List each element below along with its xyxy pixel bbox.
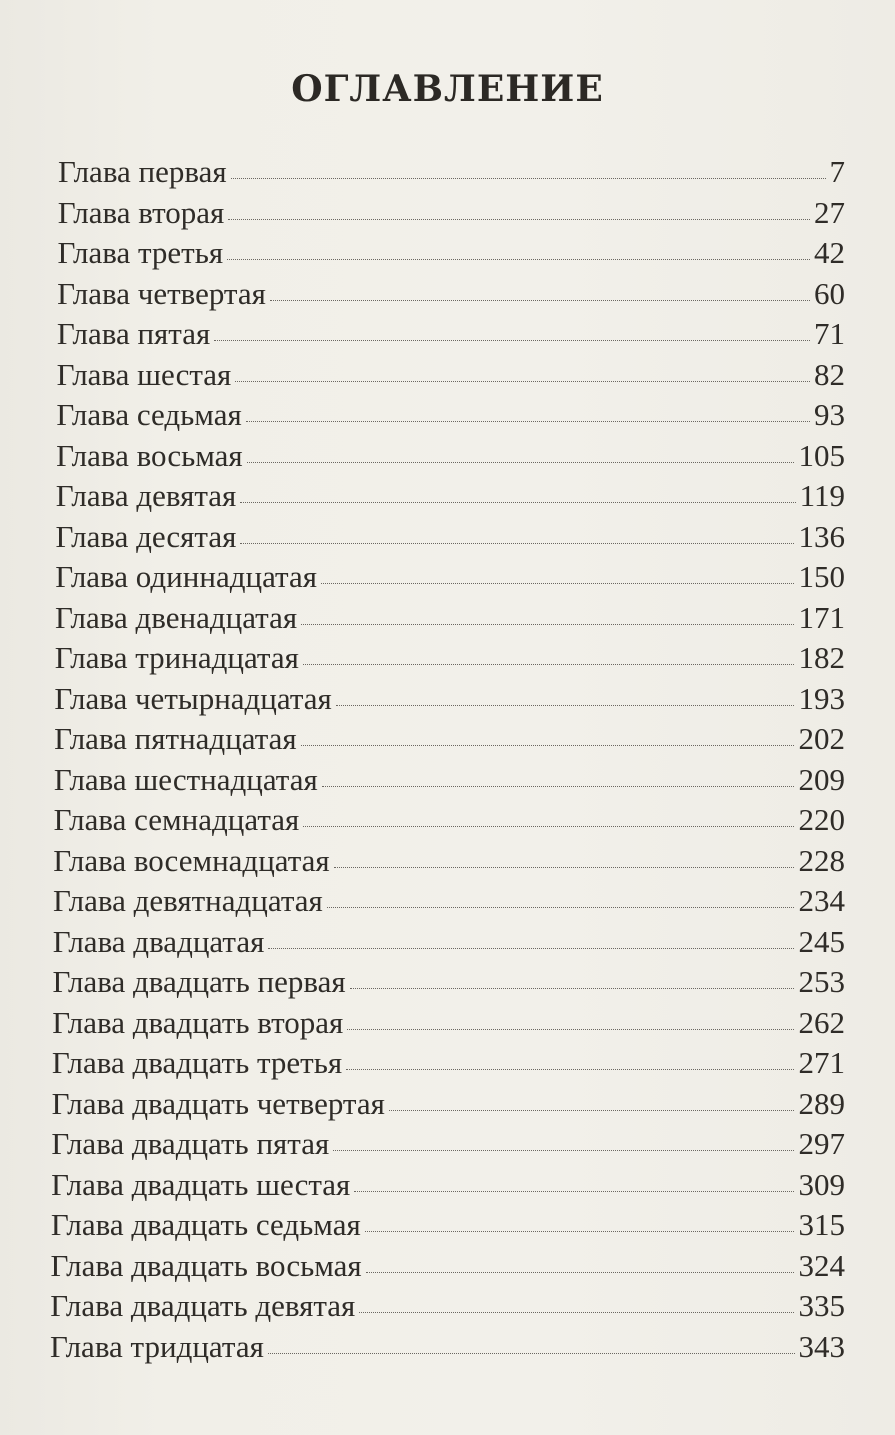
- toc-entry-page-number: 27: [813, 194, 845, 230]
- toc-entry-label: Глава четырнадцатая: [54, 680, 332, 716]
- toc-entry: [51, 1205, 845, 1245]
- toc-entry: [51, 1124, 845, 1164]
- toc-entry: [57, 274, 845, 314]
- toc-entry-page-number: 7: [829, 154, 845, 189]
- toc-entry-label: Глава девятнадцатая: [53, 883, 323, 918]
- dot-leader: [359, 1312, 794, 1313]
- dot-leader: [350, 988, 795, 989]
- toc-entry: [51, 1165, 845, 1205]
- toc-entry-label: Глава двадцать пятая: [51, 1126, 330, 1161]
- toc-entry: [54, 679, 845, 719]
- toc-entry-label: Глава двадцать четвертая: [51, 1085, 385, 1121]
- toc-entry: [56, 476, 845, 516]
- dot-leader: [301, 624, 794, 625]
- toc-entry: [52, 1084, 845, 1124]
- dot-leader: [303, 826, 794, 827]
- toc-entry-label: Глава двадцать шестая: [51, 1166, 351, 1202]
- toc-entry-label: Глава вторая: [57, 194, 225, 230]
- toc-entry-page-number: 82: [813, 356, 845, 392]
- toc-entry-label: Глава седьмая: [56, 397, 242, 432]
- table-of-contents: [0, 152, 895, 1372]
- dot-leader: [246, 421, 810, 422]
- toc-entry-label: Глава тридцатая: [50, 1328, 264, 1364]
- dot-leader: [268, 1353, 795, 1354]
- toc-entry-label: Глава восьмая: [56, 437, 243, 473]
- dot-leader: [303, 664, 795, 665]
- dot-leader: [322, 786, 795, 787]
- dot-leader: [270, 300, 810, 301]
- toc-entry: [53, 922, 845, 962]
- dot-leader: [365, 1231, 795, 1232]
- toc-entry: [58, 193, 845, 233]
- toc-entry-page-number: 297: [798, 1126, 845, 1161]
- toc-entry-label: Глава двадцать вторая: [52, 1004, 344, 1040]
- toc-entry-page-number: 253: [798, 964, 845, 999]
- toc-entry-page-number: 171: [798, 599, 845, 635]
- toc-entry-label: Глава семнадцатая: [53, 802, 300, 837]
- toc-entry: [53, 841, 845, 881]
- toc-entry: [55, 557, 845, 597]
- toc-entry-page-number: 315: [798, 1207, 845, 1242]
- toc-entry: [56, 436, 845, 476]
- toc-entry: [50, 1286, 845, 1326]
- dot-leader: [333, 1150, 794, 1151]
- toc-entry-page-number: 324: [798, 1247, 845, 1283]
- toc-entry-label: Глава двенадцатая: [54, 599, 298, 635]
- toc-entry-page-number: 71: [813, 316, 845, 351]
- toc-entry: [57, 314, 845, 354]
- toc-entry-label: Глава двадцать девятая: [50, 1288, 356, 1323]
- dot-leader: [227, 259, 810, 260]
- toc-entry-page-number: 245: [798, 923, 845, 959]
- toc-entry-page-number: 271: [798, 1045, 845, 1080]
- dot-leader: [346, 1069, 794, 1070]
- dot-leader: [240, 543, 794, 544]
- toc-entry-page-number: 136: [798, 518, 845, 554]
- toc-entry-label: Глава первая: [58, 154, 227, 189]
- toc-entry-label: Глава шестая: [56, 356, 232, 392]
- toc-entry-page-number: 182: [798, 640, 845, 675]
- toc-entry: [57, 355, 845, 395]
- page-title: ОГЛАВЛЕНИЕ: [291, 68, 604, 110]
- toc-entry-page-number: 262: [798, 1004, 845, 1040]
- toc-entry: [52, 962, 845, 1002]
- toc-entry-label: Глава одиннадцатая: [55, 559, 317, 594]
- toc-entry-label: Глава десятая: [55, 518, 237, 554]
- toc-entry: [54, 800, 845, 840]
- toc-entry-page-number: 220: [798, 802, 845, 837]
- dot-leader: [354, 1191, 794, 1192]
- dot-leader: [235, 381, 810, 382]
- toc-entry-label: Глава тринадцатая: [54, 640, 299, 675]
- toc-entry-label: Глава двадцать третья: [51, 1045, 343, 1080]
- toc-entry-page-number: 234: [798, 883, 845, 918]
- toc-entry-label: Глава двадцать седьмая: [50, 1207, 361, 1242]
- toc-entry: [58, 152, 845, 192]
- dot-leader: [301, 745, 795, 746]
- toc-entry-label: Глава третья: [57, 235, 224, 270]
- toc-entry-page-number: 60: [813, 275, 845, 311]
- toc-entry: [54, 719, 845, 759]
- toc-entry-label: Глава пятнадцатая: [54, 721, 297, 756]
- toc-entry: [55, 598, 845, 638]
- toc-entry-page-number: 309: [798, 1166, 845, 1202]
- toc-entry: [50, 1327, 845, 1367]
- toc-entry: [53, 881, 845, 921]
- dot-leader: [240, 502, 795, 503]
- toc-entry-page-number: 93: [813, 397, 845, 432]
- toc-entry-page-number: 209: [798, 761, 845, 797]
- dot-leader: [327, 907, 795, 908]
- toc-entry-label: Глава четвертая: [57, 275, 266, 311]
- toc-entry: [55, 638, 845, 678]
- toc-entry-page-number: 119: [799, 478, 845, 513]
- toc-entry: [52, 1003, 845, 1043]
- toc-entry-label: Глава пятая: [56, 316, 211, 351]
- toc-entry: [54, 760, 845, 800]
- toc-entry-page-number: 150: [798, 559, 845, 594]
- dot-leader: [228, 219, 810, 220]
- toc-entry: [56, 395, 845, 435]
- toc-entry-label: Глава шестнадцатая: [53, 761, 318, 797]
- dot-leader: [366, 1272, 795, 1273]
- toc-entry-page-number: 343: [798, 1328, 845, 1364]
- toc-entry-label: Глава двадцать первая: [52, 964, 346, 999]
- dot-leader: [334, 867, 795, 868]
- toc-entry-page-number: 105: [798, 437, 845, 473]
- dot-leader: [321, 583, 795, 584]
- toc-entry: [52, 1043, 845, 1083]
- dot-leader: [336, 705, 795, 706]
- toc-entry-page-number: 42: [813, 235, 845, 270]
- toc-entry-page-number: 228: [798, 842, 845, 878]
- dot-leader: [347, 1029, 794, 1030]
- dot-leader: [247, 462, 795, 463]
- toc-entry-page-number: 193: [798, 680, 845, 716]
- dot-leader: [389, 1110, 795, 1111]
- toc-entry-page-number: 335: [798, 1288, 845, 1323]
- dot-leader: [268, 948, 794, 949]
- toc-entry-page-number: 202: [798, 721, 845, 756]
- dot-leader: [214, 340, 810, 341]
- toc-entry: [51, 1246, 845, 1286]
- toc-entry-page-number: 289: [798, 1085, 845, 1121]
- toc-entry-label: Глава восемнадцатая: [53, 842, 330, 878]
- toc-entry: [56, 517, 845, 557]
- toc-entry-label: Глава двадцатая: [52, 923, 265, 959]
- toc-entry-label: Глава двадцать восьмая: [50, 1247, 362, 1283]
- toc-entry: [57, 233, 845, 273]
- toc-entry-label: Глава девятая: [55, 478, 237, 513]
- dot-leader: [231, 178, 826, 179]
